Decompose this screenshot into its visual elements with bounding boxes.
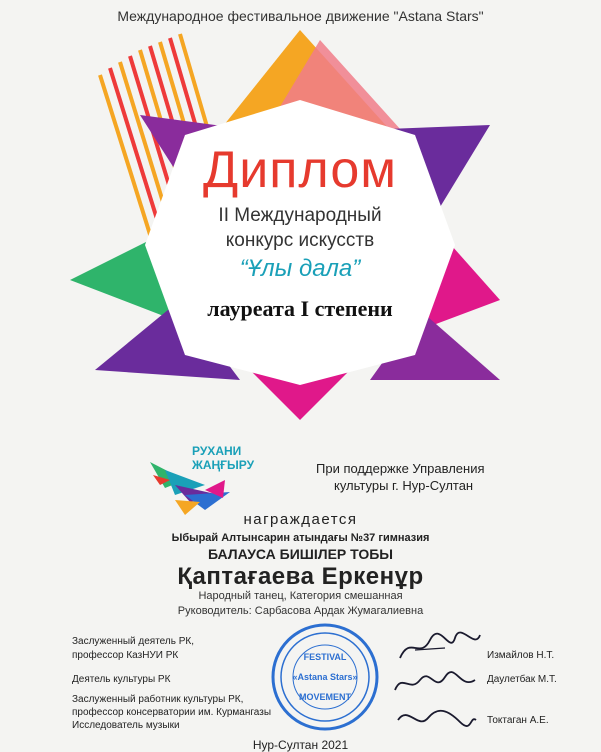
group-name: БАЛАУСА БИШІЛЕР ТОБЫ bbox=[207, 546, 393, 562]
laureate-degree: лауреата I степени bbox=[207, 296, 393, 321]
seal-middle-text: «Astana Stars» bbox=[292, 672, 358, 682]
jury-name-1: Измайлов Н.Т. bbox=[487, 650, 555, 661]
jury-title-1-line-1: Заслуженный деятель РК, bbox=[72, 636, 195, 647]
support-line-1: При поддержке Управления bbox=[316, 461, 485, 476]
leader-text: Руководитель: Сарбасова Ардак Жумагалиевна bbox=[177, 605, 424, 617]
competition-line-2: конкурс искусств bbox=[225, 230, 375, 251]
logo-text-line-2: ЖАҢҒЫРУ bbox=[192, 458, 255, 472]
signature-2 bbox=[390, 665, 480, 699]
support-line-2: культуры г. Нур-Султан bbox=[334, 478, 474, 493]
city-year: Нур-Султан 2021 bbox=[252, 738, 349, 752]
jury-name-3: Токтаган А.Е. bbox=[487, 715, 549, 726]
winner-name: Қаптағаева Еркенұр bbox=[177, 563, 424, 590]
logo-text-line-1: РУХАНИ bbox=[192, 444, 242, 458]
jury-title-2-line-1: Деятель культуры РК bbox=[72, 674, 171, 685]
jury-title-3-line-3: Исследователь музыки bbox=[72, 720, 180, 731]
jury-title-3-line-2: профессор консерватории им. Курмангазы bbox=[72, 707, 272, 718]
signature-3 bbox=[390, 700, 480, 734]
jury-name-2: Даулетбак М.Т. bbox=[487, 674, 557, 685]
seal-bottom-text: MOVEMENT bbox=[298, 692, 352, 702]
awarded-label: награждается bbox=[243, 511, 358, 528]
competition-name: “Ұлы дала” bbox=[239, 255, 361, 282]
jury-title-3-line-1: Заслуженный работник культуры РК, bbox=[72, 694, 244, 705]
category-text: Народный танец, Категория смешанная bbox=[198, 590, 403, 602]
seal-top-text: FESTIVAL bbox=[303, 652, 347, 662]
organization-title: Международное фестивальное движение "Astana Stars" bbox=[117, 8, 484, 24]
jury-title-1-line-2: профессор КазНУИ РК bbox=[72, 650, 179, 661]
diploma-title: Диплом bbox=[202, 141, 398, 199]
festival-seal bbox=[270, 622, 380, 732]
competition-line-1: II Международный bbox=[218, 205, 382, 226]
school-name: Ыбырай Алтынсарин атындағы №37 гимназия bbox=[171, 532, 430, 544]
signature-1 bbox=[395, 630, 485, 664]
